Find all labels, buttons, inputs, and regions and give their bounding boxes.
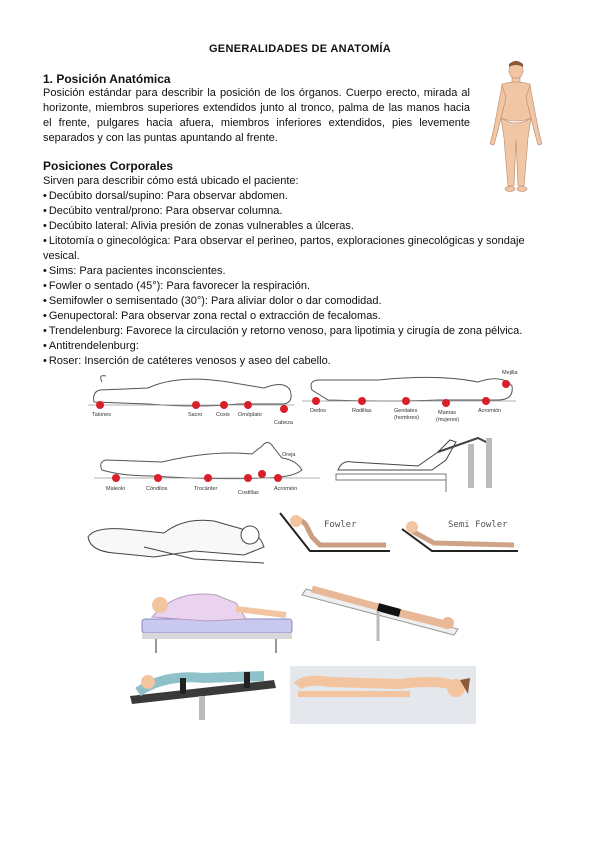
prone-pressure-diagram [298, 364, 520, 430]
pressure-dot [204, 474, 212, 482]
pressure-dot [96, 401, 104, 409]
label-mejilla: Mejilla [502, 370, 518, 376]
pressure-dot [192, 401, 200, 409]
pressure-dot [244, 401, 252, 409]
lithotomy-figure [328, 430, 508, 500]
pressure-dot [258, 470, 266, 478]
anatomical-position-text: Posición estándar para describir la posición de los órganos. Cuerpo erecto, mirada al horizonte, miembros superiores extendidos junto al tronco, palma de las manos hacia el frente, pulgares hacia afuera, miembros inferiores extendidos, pies levemente separados y con las puntas apuntando al frente. [43, 87, 470, 144]
list-item: • Roser: Inserción de catéteres venosos y aseo del cabello. [43, 354, 543, 369]
body-positions-intro: Sirven para describir cómo está ubicado el paciente: [43, 175, 299, 187]
anatomical-position-figure [476, 58, 556, 198]
label-genitales-sub: (hombres) [394, 415, 420, 421]
trendelenburg-figure [298, 575, 468, 651]
label-condilos: Cóndilos [146, 486, 168, 492]
pressure-dot [274, 474, 282, 482]
list-item: • Semifowler o semisentado (30°): Para aliviar dolor o dar comodidad. [43, 294, 543, 309]
label-dedos: Dedos [310, 408, 326, 414]
pressure-dot [312, 397, 320, 405]
label-costillas: Costillas [238, 490, 259, 496]
page-title: GENERALIDADES DE ANATOMÍA [208, 43, 392, 55]
pressure-dot [244, 474, 252, 482]
list-item: • Trendelenburg: Favorece la circulación y retorno venoso, para lipotimia y cirugía de zona pélvica. [43, 324, 543, 339]
pressure-dot [220, 401, 228, 409]
positions-list [43, 189, 543, 369]
list-item: • Litotomía o ginecológica: Para observar el perineo, partos, exploraciones ginecológicas y sondaje vesical. [43, 234, 543, 264]
pressure-dot [358, 397, 366, 405]
pressure-dot [112, 474, 120, 482]
semi-fowler-figure [398, 507, 522, 567]
section-heading-anatomical-position: 1. Posición Anatómica [43, 72, 171, 86]
label-rodillas: Rodillas [352, 408, 372, 414]
label-trocanter: Trocánter [194, 486, 218, 492]
label-acromion: Acromión [478, 408, 502, 414]
label-sacro: Sacro [188, 412, 203, 418]
label-maleolo: Maleolo [106, 486, 126, 492]
label-oreja: Oreja [282, 452, 296, 458]
pressure-dot [280, 405, 288, 413]
label-omoplato: Omóplato [238, 412, 262, 418]
label-acromion-lateral: Acromión [274, 486, 298, 492]
list-item: • Decúbito dorsal/supino: Para observar abdomen. [43, 189, 543, 204]
label-coxis: Coxis [216, 412, 230, 418]
antitrendelenburg-figure [124, 660, 284, 722]
list-item: • Genupectoral: Para observar zona rectal o extracción de fecalomas. [43, 309, 543, 324]
list-item: • Decúbito ventral/prono: Para observar columna. [43, 204, 543, 219]
label-mamas: Mamas [438, 410, 457, 416]
pressure-dot [154, 474, 162, 482]
label-cabeza: Cabeza [274, 420, 293, 426]
genupectoral-figure [136, 575, 296, 655]
fowler-label: Fowler [324, 520, 357, 530]
fowler-figure [276, 507, 394, 567]
semi-fowler-label: Semi Fowler [448, 520, 508, 530]
list-item: • Sims: Para pacientes inconscientes. [43, 264, 543, 279]
list-item: • Antitrendelenburg: [43, 339, 543, 354]
section-heading-body-positions: Posiciones Corporales [43, 159, 174, 173]
roser-figure [290, 660, 476, 726]
supine-pressure-diagram [88, 368, 300, 428]
label-mamas-sub: (mujeres) [436, 417, 460, 423]
list-item: • Decúbito lateral: Alivia presión de zonas vulnerables a úlceras. [43, 219, 543, 234]
pressure-dot [402, 397, 410, 405]
pressure-dot [442, 399, 450, 407]
label-talones: Talones [92, 412, 111, 418]
pressure-dot [482, 397, 490, 405]
sims-figure [84, 507, 272, 569]
pressure-dot [502, 380, 510, 388]
list-item: • Fowler o sentado (45°): Para favorecer la respiración. [43, 279, 543, 294]
label-genitales: Genitales [394, 408, 418, 414]
lateral-pressure-diagram [92, 440, 324, 498]
